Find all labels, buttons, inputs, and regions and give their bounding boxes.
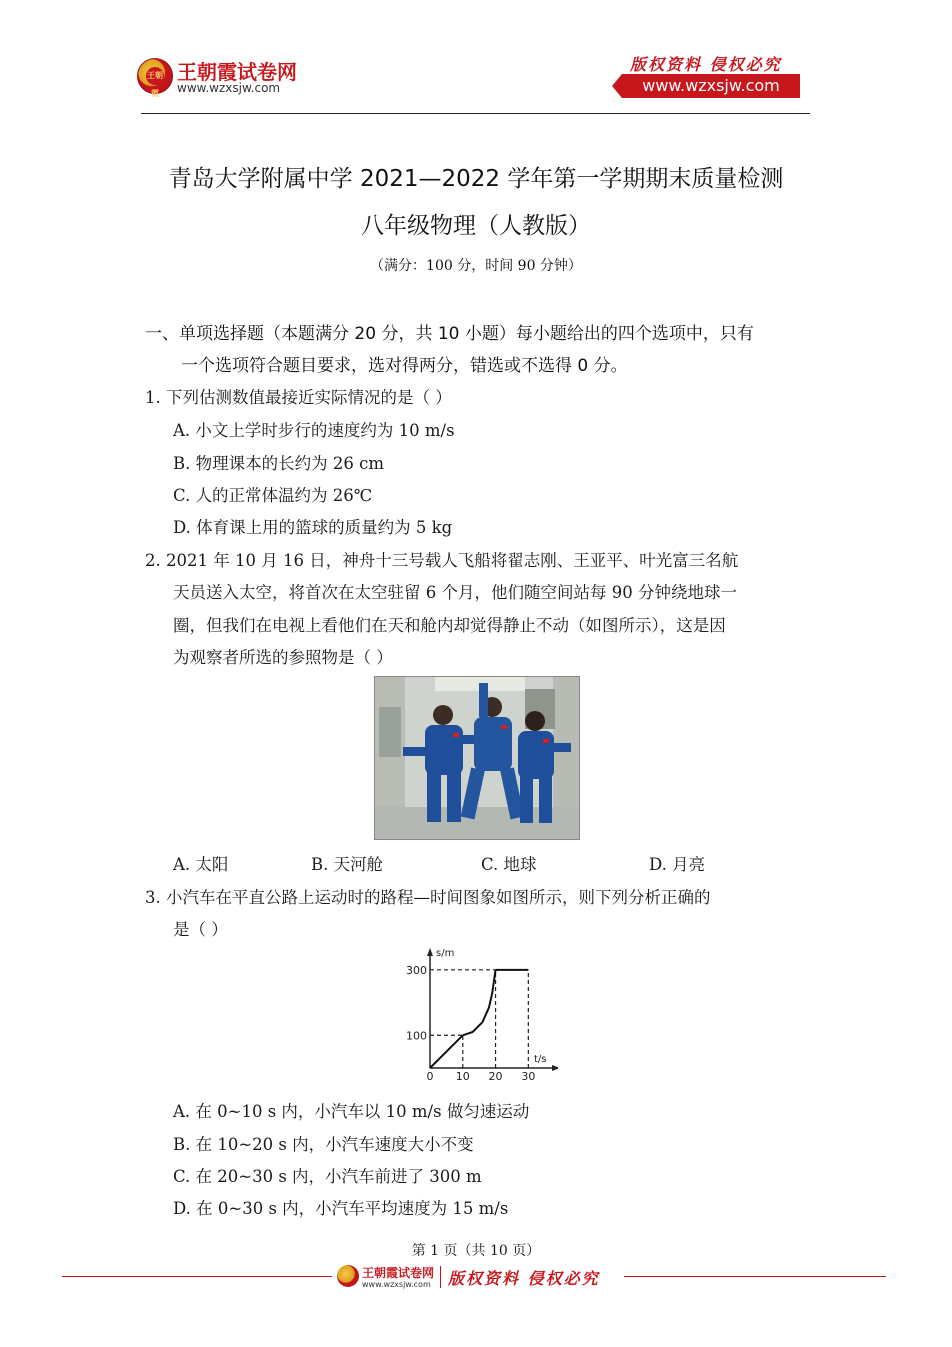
y-axis-arrow: [427, 948, 433, 956]
exam-subtitle: 八年级物理（人教版）: [361, 213, 591, 239]
x-tick-label-1: 10: [455, 1070, 470, 1083]
question-1-stem: 1. 下列估测数值最接近实际情况的是（ ）: [145, 388, 452, 407]
question-3-option-d: D. 在 0~30 s 内，小汽车平均速度为 15 m/s: [173, 1199, 509, 1218]
question-3-stem-line2: 是（ ）: [173, 920, 228, 939]
section-heading: 一、单项选择题（本题满分 20 分，共 10 小题）每小题给出的四个选项中，只有: [145, 324, 754, 344]
question-2-stem-line4: 为观察者所选的参照物是（ ）: [173, 648, 393, 667]
footer-logo-icon: [337, 1265, 359, 1287]
chart-ticks: [406, 964, 535, 1083]
x-axis-arrow: [552, 1065, 558, 1071]
question-2-stem-line3: 圈，但我们在电视上看他们在天和舱内却觉得静止不动（如图所示），这是因: [173, 616, 726, 635]
section-heading-cont: 一个选项符合题目要求，选对得两分，错选或不选得 0 分。: [181, 356, 628, 376]
footer-divider-right: [624, 1276, 886, 1277]
x-tick-label-0: 0: [426, 1070, 434, 1083]
astronauts-photo: [374, 676, 580, 840]
y-axis-label: s/m: [436, 948, 455, 959]
footer-brand-url[interactable]: www.wzxsjw.com: [362, 1280, 431, 1289]
series-line-1: [463, 970, 496, 1035]
question-1-option-c: C. 人的正常体温约为 26℃: [173, 486, 373, 505]
footer-copyright: 版权资料 侵权必究: [448, 1269, 600, 1288]
question-3-option-a: A. 在 0~10 s 内，小汽车以 10 m/s 做匀速运动: [173, 1102, 530, 1121]
question-2-option-c: C. 地球: [481, 855, 537, 874]
url-banner[interactable]: www.wzxsjw.com: [622, 74, 800, 98]
series-line-0: [430, 1035, 463, 1068]
brand-logo-icon: [137, 58, 173, 98]
exam-title: 青岛大学附属中学 2021—2022 学年第一学期期末质量检测: [168, 166, 784, 192]
question-3-stem-line1: 3. 小汽车在平直公路上运动时的路程—时间图象如图所示，则下列分析正确的: [145, 888, 711, 907]
question-2-stem-line2: 天员送入太空，将首次在太空驻留 6 个月，他们随空间站每 90 分钟绕地球一: [173, 583, 737, 602]
exam-score-time: （满分：100 分，时间 90 分钟）: [370, 258, 582, 274]
distance-time-chart-svg: [398, 948, 558, 1083]
question-2-stem-line1: 2. 2021 年 10 月 16 日，神舟十三号载人飞船将翟志刚、王亚平、叶光富三名航: [145, 551, 739, 570]
question-1-option-b: B. 物理课本的长约为 26 cm: [173, 454, 384, 473]
footer-separator: [440, 1266, 441, 1288]
distance-time-chart: [398, 948, 558, 1087]
brand-logo-text: 王朝霞: [146, 67, 164, 85]
copyright-notice: 版权资料 侵权必究: [630, 55, 782, 74]
x-tick-label-3: 30: [521, 1070, 536, 1083]
brand-name: 王朝霞试卷网: [177, 60, 297, 84]
question-2-option-b: B. 天河舱: [311, 855, 384, 874]
chart-lines: [430, 970, 528, 1068]
x-tick-label-2: 20: [488, 1070, 503, 1083]
brand-url[interactable]: www.wzxsjw.com: [177, 81, 281, 95]
y-tick-label-1: 300: [406, 963, 427, 977]
question-3-option-c: C. 在 20~30 s 内，小汽车前进了 300 m: [173, 1167, 482, 1186]
question-1-option-d: D. 体育课上用的篮球的质量约为 5 kg: [173, 518, 453, 537]
astronauts-illustration: [375, 677, 579, 839]
question-2-option-d: D. 月亮: [649, 855, 706, 874]
y-tick-label-0: 100: [406, 1029, 427, 1043]
x-axis-label: t/s: [534, 1054, 547, 1065]
page-number: 第 1 页（共 10 页）: [411, 1243, 541, 1259]
question-3-option-b: B. 在 10~20 s 内，小汽车速度大小不变: [173, 1135, 474, 1154]
footer-divider-left: [62, 1276, 332, 1277]
footer-brand-name: 王朝霞试卷网: [362, 1266, 435, 1280]
question-2-option-a: A. 太阳: [173, 855, 229, 874]
header-divider: [141, 113, 810, 114]
question-1-option-a: A. 小文上学时步行的速度约为 10 m/s: [173, 421, 455, 440]
